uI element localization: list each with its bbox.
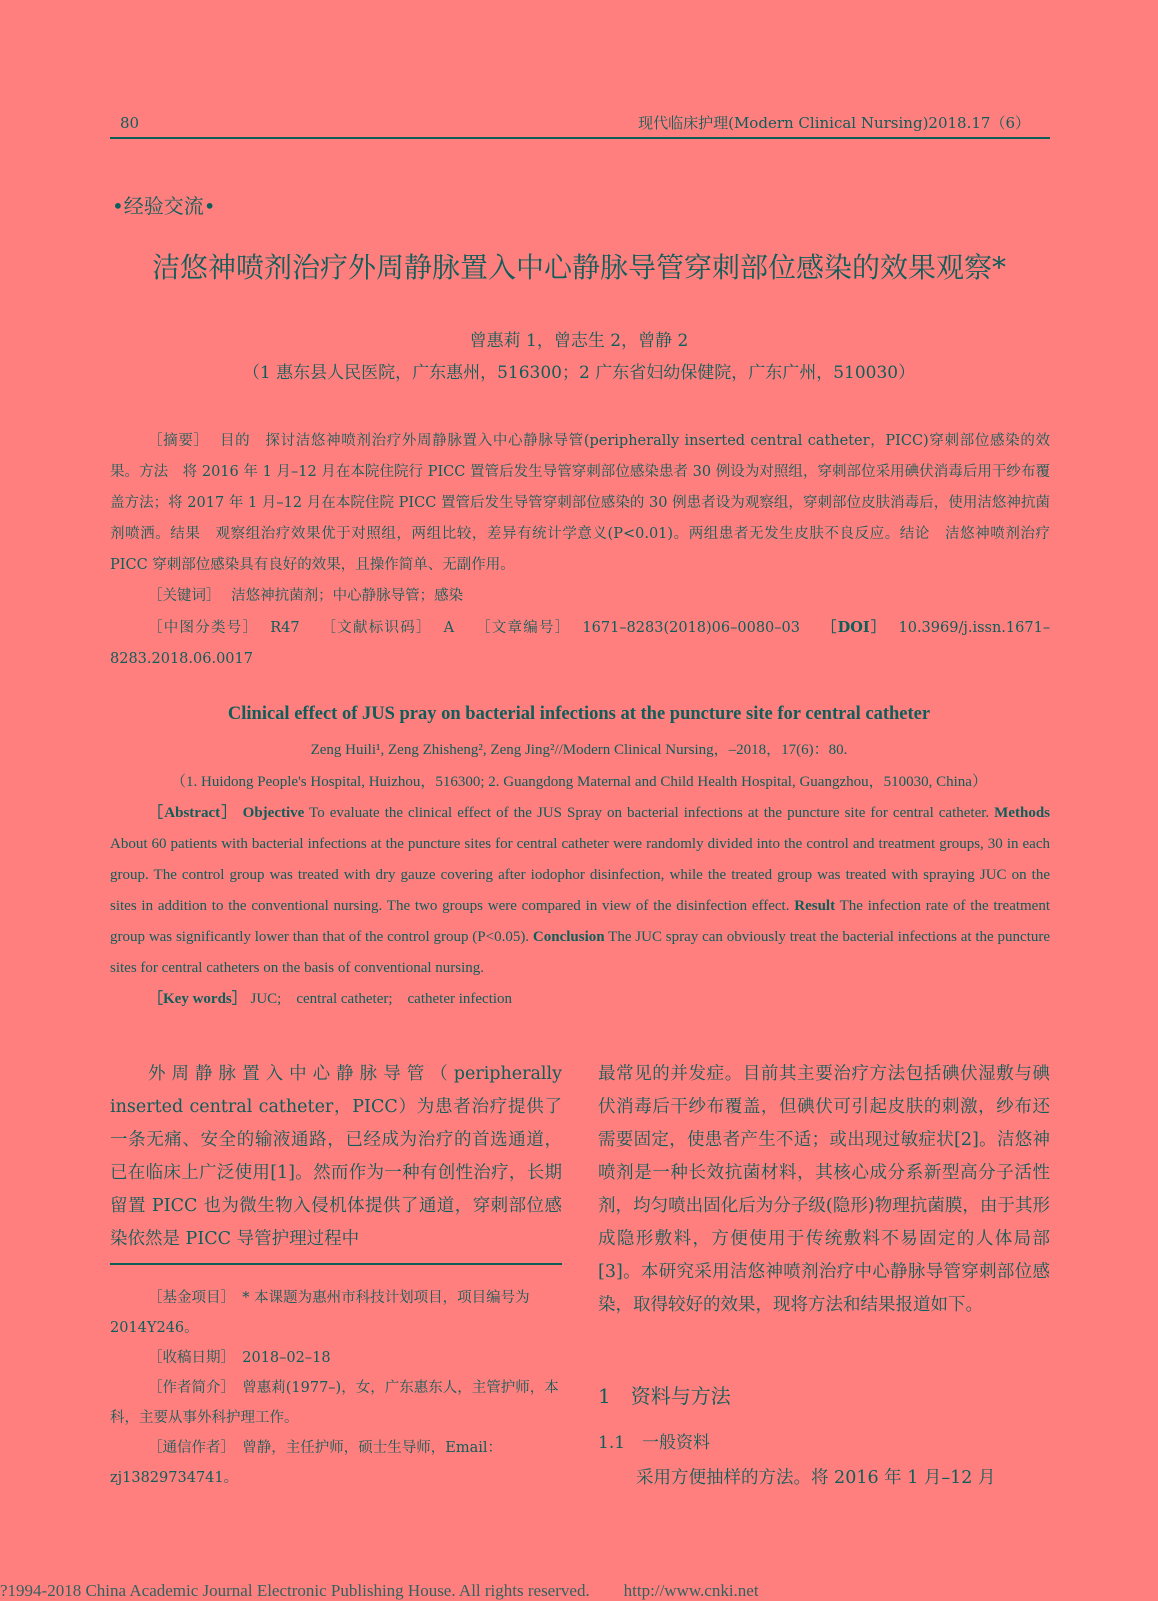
abstract-cn-body [110,426,1050,581]
doc-label: ［文献标识码］ [321,620,432,636]
result-label: Result [794,898,836,914]
abstract-en-label: ［Abstract］ [148,805,238,821]
article-value: 1671–8283(2018)06–0080–03 [582,620,800,636]
footnote-rule [110,1263,562,1265]
footnote-received: ［收稿日期］ 2018–02–18 [148,1350,331,1366]
english-title: Clinical effect of JUS pray on bacterial infections at the puncture site for central catheter [227,704,931,724]
abstract-cn-label: ［摘要］ [148,433,209,449]
classification-line [110,612,1050,675]
methods-text: About 60 patients with bacterial infections at the puncture sites for central catheter were randomly divided into the control and treatment groups, 30 in each group. The control group was treated with dry gauze covering after iodophor disinfection, while the treated group was treated with spraying JUC on the sites in addition to the conventional nursing. The two groups were compared in view of the disinfection effect. [110,836,1050,914]
body-right-paragraph: 最常见的并发症。目前其主要治疗方法包括碘伏湿敷与碘伏消毒后干纱布覆盖，但碘伏可引起皮肤的刺激，纱布还需要固定，使患者产生不适；或出现过敏症状[2]。洁悠神喷剂是一种长效抗菌材料，其核心成分系新型高分子活性剂，均匀喷出固化后为分子级(隐形)物理抗菌膜，由于其形成隐形敷料，方便使用于传统敷料不易固定的人体局部[3]。本研究采用洁悠神喷剂治疗中心静脉导管穿刺部位感染，取得较好的效果，现将方法和结果报道如下。 [598,1064,1050,1315]
abstract-cn-text: 目的 探讨洁悠神喷剂治疗外周静脉置入中心静脉导管(peripherally inserted central catheter，PICC)穿刺部位感染的效果。方法 将 2016 年 1 月–12 月在本院住院行 PICC 置管后发生导管穿刺部位感染患者 30 例设为对照组，穿刺部位采用碘伏消毒后用干纱布覆盖方法；将 2017 年 1 月–12 月在本院住院 PICC 置管后发生导管穿刺部位感染的 30 例患者设为观察组，穿刺部位皮肤消毒后，使用洁悠神抗菌剂喷洒。结果 观察组治疗效果优于对照组，两组比较，差异有统计学意义(P<0.01)。两组患者无发生皮肤不良反应。结论 洁悠神喷剂治疗 PICC 穿刺部位感染具有良好的效果，且操作简单、无副作用。 [110,433,1051,573]
section-heading-1-1: 1.1 一般资料 [598,1433,711,1453]
objective-text: To evaluate the clinical effect of the JUS Spray on bacterial infections at the puncture site for central catheter. [309,805,990,821]
result-text: The infection rate of the treatment group was significantly lower than that of the control group (P<0.05). [110,898,1051,945]
keywords-en-text: JUC; central catheter; catheter infection [250,991,513,1007]
section-heading-1: 1 资料与方法 [598,1384,731,1408]
body-left-column [110,1058,562,1256]
keywords-cn-label: ［关键词］ [148,588,221,604]
column-tag: •经验交流• [112,194,216,218]
body-right-column [598,1058,1050,1322]
footnote-author-bio: ［作者简介］ 曾惠莉(1977–)，女，广东惠东人，主管护师，本科，主要从事外科护理工作。 [110,1380,559,1426]
conclusion-label: Conclusion [532,929,605,945]
section-1-1-text: 采用方便抽样的方法。将 2016 年 1 月–12 月 [636,1468,996,1488]
doi-label: ［DOI］ [821,619,887,636]
doc-value: A [443,620,455,636]
footnote-corresponding: ［通信作者］ 曾静，主任护师，硕士生导师，Email：zj13829734741。 [110,1440,503,1486]
abstract-en-body [110,798,1050,984]
doi-value: 10.3969/j.issn.1671–8283.2018.06.0017 [110,620,1051,667]
footnote-funding: ［基金项目］ * 本课题为惠州市科技计划项目，项目编号为 2014Y246。 [110,1290,530,1336]
copyright-watermark: ?1994-2018 China Academic Journal Electronic Publishing House. All rights reserved. http://www.cnki.net [0,1581,759,1600]
methods-label: Methods [994,805,1051,821]
article-title: 洁悠神喷剂治疗外周静脉置入中心静脉导管穿刺部位感染的效果观察* [151,251,1006,284]
header-rule [110,137,1050,139]
keywords-cn [110,581,1050,612]
keywords-en-label: ［Key words］ [148,991,247,1007]
keywords-cn-text: 洁悠神抗菌剂；中心静脉导管；感染 [231,588,464,604]
english-authors: Zeng Huili¹, Zeng Zhisheng², Zeng Jing²//Modern Clinical Nursing，–2018，17(6)：80. [310,742,848,758]
conclusion-text: The JUC spray can obviously treat the bacterial infections at the puncture sites for central catheters on the basis of conventional nursing. [110,929,1051,976]
objective-label: Objective [242,805,305,821]
abstract-cn [110,426,1050,675]
class-label: ［中图分类号］ [148,620,259,636]
affiliation: （1 惠东县人民医院，广东惠州，516300；2 广东省妇幼保健院，广东广州，510030） [242,363,916,383]
keywords-en [110,984,1050,1015]
page-number: 80 [120,114,140,132]
class-value: R47 [270,620,300,636]
article-label: ［文章编号］ [475,620,571,636]
footnotes [110,1283,562,1493]
authors: 曾惠莉 1，曾志生 2，曾静 2 [469,331,689,351]
journal-header: 现代临床护理(Modern Clinical Nursing)2018.17（6） [638,114,1030,132]
abstract-en [110,798,1050,1015]
body-left-paragraph: 外周静脉置入中心静脉导管（peripherally inserted central catheter，PICC）为患者治疗提供了一条无痛、安全的输液通路，已经成为治疗的首选通道，已在临床上广泛使用[1]。然而作为一种有创性治疗，长期留置 PICC 也为微生物入侵机体提供了通道，穿刺部位感染依然是 PICC 导管护理过程中 [110,1064,562,1249]
english-affiliation: （1. Huidong People's Hospital, Huizhou，516300; 2. Guangdong Maternal and Child Health Hospital, Guangzhou，510030, China） [171,774,987,790]
